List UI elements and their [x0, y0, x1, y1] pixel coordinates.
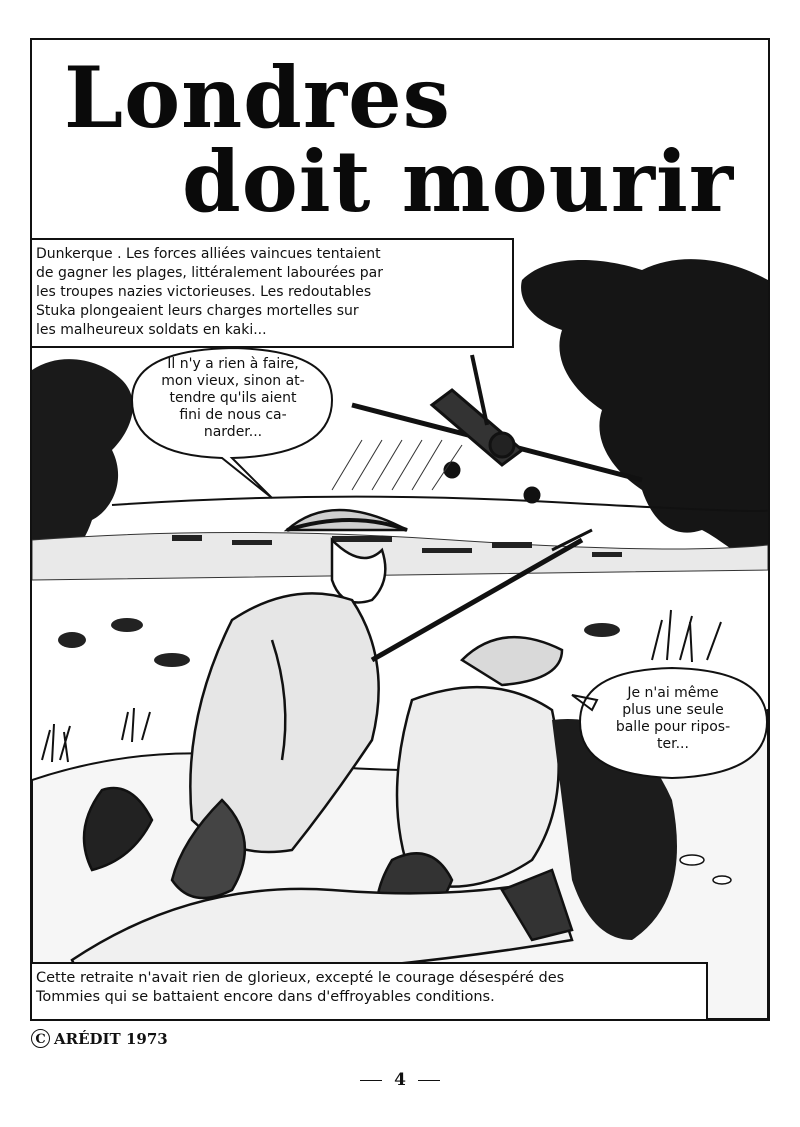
- narrative-caption-top: [32, 238, 514, 348]
- speech-bubble-soldier-1: [138, 356, 328, 441]
- title-line-1: Londres: [64, 48, 451, 147]
- bubble-line: Il n'y a rien à faire,: [167, 356, 299, 372]
- caption-line: Cette retraite n'avait rien de glorieux, excepté le courage désespéré des: [36, 970, 565, 986]
- caption-line: Tommies qui se battaient encore dans d'effroyables conditions.: [36, 989, 495, 1005]
- speech-bubble-soldier-2: [588, 685, 758, 753]
- bubble-line: plus une seule: [622, 702, 724, 718]
- bubble-line: tendre qu'ils aient: [169, 390, 297, 406]
- caption-line: les troupes nazies victorieuses. Les redoutables: [36, 284, 372, 300]
- page-number: [0, 1070, 800, 1090]
- bubble-line: balle pour ripos-: [615, 719, 731, 735]
- bubble-line: narder...: [203, 424, 263, 440]
- caption-line: les malheureux soldats en kaki...: [36, 322, 267, 338]
- caption-line: Dunkerque . Les forces alliées vaincues tentaient: [36, 246, 381, 262]
- caption-line: Stuka plongeaient leurs charges mortelles sur: [36, 303, 359, 319]
- caption-line: de gagner les plages, littéralement labourées par: [36, 265, 383, 281]
- copyright-icon: C: [31, 1029, 50, 1048]
- copyright-notice: [31, 1029, 168, 1048]
- narrative-caption-bottom: [32, 962, 708, 1019]
- bubble-line: Je n'ai même: [627, 685, 719, 701]
- page-number-value: 4: [394, 1070, 406, 1090]
- copyright-text: ARÉDIT 1973: [54, 1029, 168, 1048]
- bubble-line: ter...: [657, 736, 689, 752]
- dash-right: [418, 1080, 440, 1081]
- dash-left: [360, 1080, 382, 1081]
- comic-panel: [30, 38, 770, 1021]
- bubble-line: mon vieux, sinon at-: [161, 373, 305, 389]
- bubble-line: fini de nous ca-: [179, 407, 287, 423]
- title-line-2: doit mourir: [182, 132, 735, 231]
